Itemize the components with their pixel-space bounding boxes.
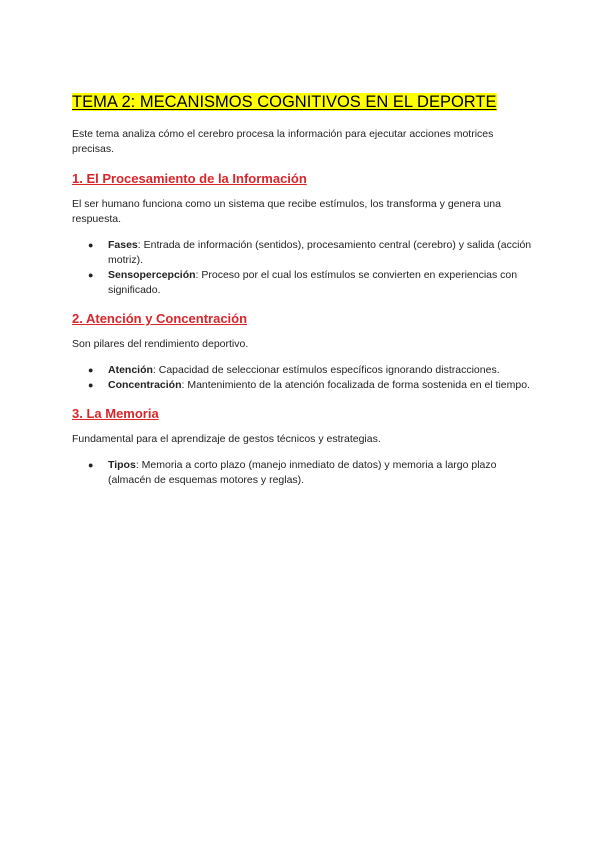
document-title: TEMA 2: MECANISMOS COGNITIVOS EN EL DEPORTE [72, 93, 497, 111]
section-intro: El ser humano funciona como un sistema que recibe estímulos, los transforma y genera una respuesta. [72, 198, 501, 225]
document-page [72, 90, 532, 500]
section-processing [72, 170, 532, 298]
section-intro: Son pilares del rendimiento deportivo. [72, 338, 249, 350]
item-term: Concentración [108, 379, 182, 391]
item-text: : Capacidad de seleccionar estímulos específicos ignorando distracciones. [152, 364, 500, 376]
bullet-icon: ● [88, 365, 94, 375]
item-term: Sensopercepción [108, 269, 196, 281]
bullet-icon: ● [88, 460, 94, 470]
section-heading: 1. El Procesamiento de la Información [72, 171, 307, 186]
bullet-icon: ● [88, 270, 94, 280]
list-item [88, 458, 532, 488]
bullet-list [72, 363, 532, 393]
bullet-icon: ● [88, 380, 94, 390]
item-text: : Entrada de información (sentidos), procesamiento central (cerebro) y salida (acción motriz). [108, 239, 532, 266]
list-item [88, 378, 532, 393]
bullet-icon: ● [88, 240, 94, 250]
bullet-list [72, 238, 532, 298]
list-item [88, 268, 532, 298]
item-text: : Proceso por el cual los estímulos se convierten en experiencias con significado. [108, 269, 518, 296]
item-term: Fases [108, 239, 138, 251]
intro-paragraph: Este tema analiza cómo el cerebro procesa la información para ejecutar acciones motrices precisas. [72, 128, 494, 155]
list-item [88, 238, 532, 268]
item-text: : Mantenimiento de la atención focalizada de forma sostenida en el tiempo. [181, 379, 530, 391]
title-row [72, 90, 532, 115]
bullet-list [72, 458, 532, 488]
section-heading: 3. La Memoria [72, 406, 159, 421]
section-intro: Fundamental para el aprendizaje de gestos técnicos y estrategias. [72, 433, 381, 445]
item-term: Tipos [108, 459, 136, 471]
section-memory [72, 405, 532, 488]
section-heading: 2. Atención y Concentración [72, 311, 248, 326]
list-item [88, 363, 532, 378]
item-text: : Memoria a corto plazo (manejo inmediato de datos) y memoria a largo plazo (almacén de esquemas motores y reglas). [108, 459, 497, 486]
section-attention [72, 310, 532, 393]
item-term: Atención [108, 364, 153, 376]
